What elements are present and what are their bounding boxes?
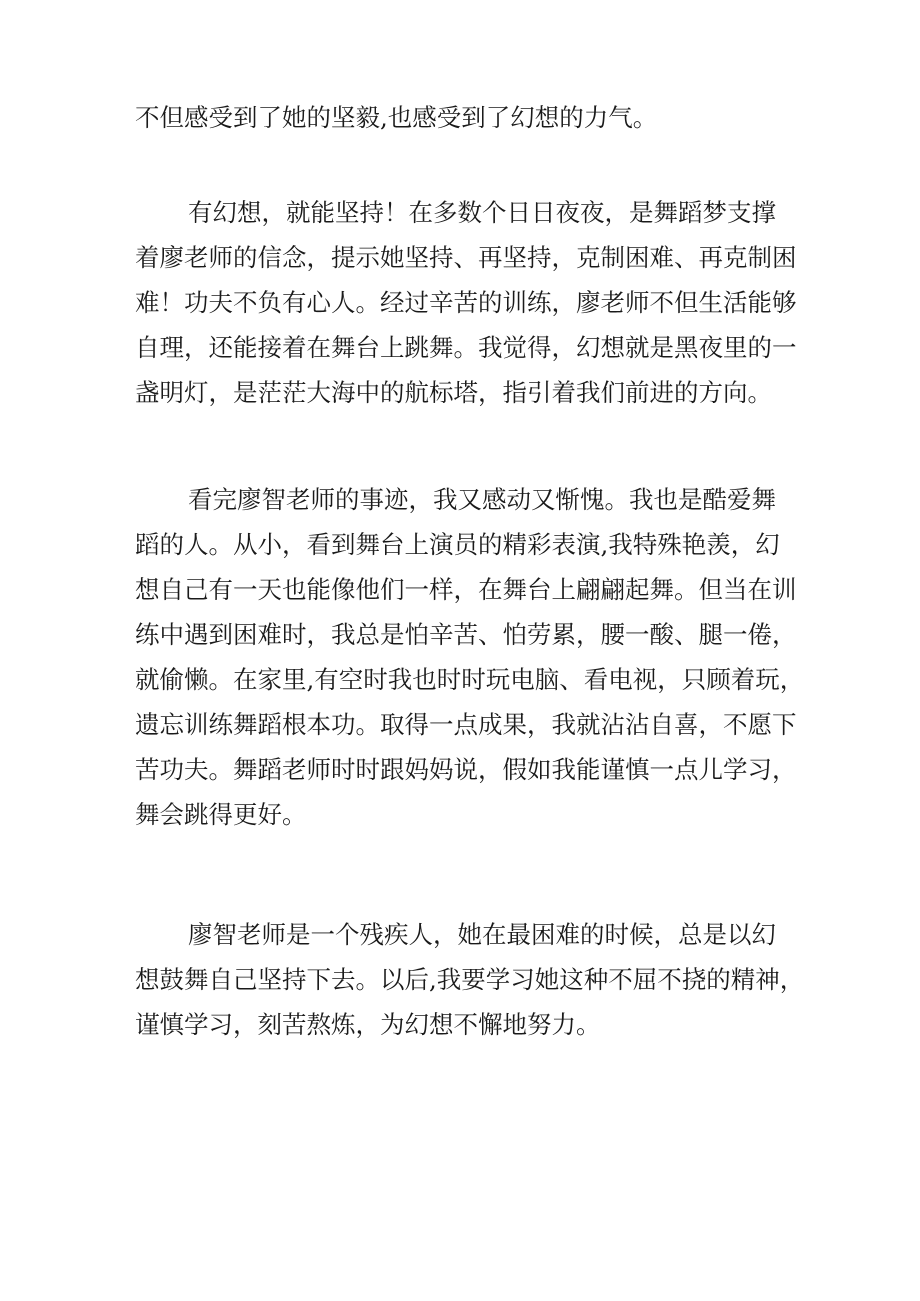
text-line: 苦功夫。舞蹈老师时时跟妈妈说，假如我能谨慎一点儿学习， [135, 755, 797, 784]
text-line: 想鼓舞自己坚持下去。以后,我要学习她这种不屈不挠的精神， [135, 965, 805, 994]
text-line: 想自己有一天也能像他们一样，在舞台上翩翩起舞。但当在训 [135, 575, 797, 604]
text-line: 难！功夫不负有心人。经过辛苦的训练，廖老师不但生活能够 [135, 288, 797, 317]
text-line: 遗忘训练舞蹈根本功。取得一点成果，我就沾沾自喜，不愿下 [135, 710, 797, 739]
text-line: 廖智老师是一个残疾人，她在最困难的时候，总是以幻 [188, 920, 776, 949]
text-line: 有幻想，就能坚持！在多数个日日夜夜，是舞蹈梦支撑 [188, 198, 776, 227]
text-line: 自理，还能接着在舞台上跳舞。我觉得，幻想就是黑夜里的一 [135, 333, 797, 362]
text-line: 舞会跳得更好。 [135, 800, 307, 829]
text-line: 着廖老师的信念，提示她坚持、再坚持，克制困难、再克制困 [135, 243, 797, 272]
text-line: 就偷懒。在家里,有空时我也时时玩电脑、看电视，只顾着玩， [135, 665, 805, 694]
text-line: 看完廖智老师的事迹，我又感动又惭愧。我也是酷爱舞 [188, 485, 776, 514]
text-line: 蹈的人。从小，看到舞台上演员的精彩表演,我特殊艳羡，幻 [135, 530, 780, 559]
text-line: 盏明灯，是茫茫大海中的航标塔，指引着我们前进的方向。 [135, 378, 772, 407]
text-line: 谨慎学习，刻苦熬炼，为幻想不懈地努力。 [135, 1010, 601, 1039]
text-line: 练中遇到困难时，我总是怕辛苦、怕劳累，腰一酸、腿一倦， [135, 620, 797, 649]
text-line: 不但感受到了她的坚毅,也感受到了幻想的力气。 [135, 103, 658, 132]
